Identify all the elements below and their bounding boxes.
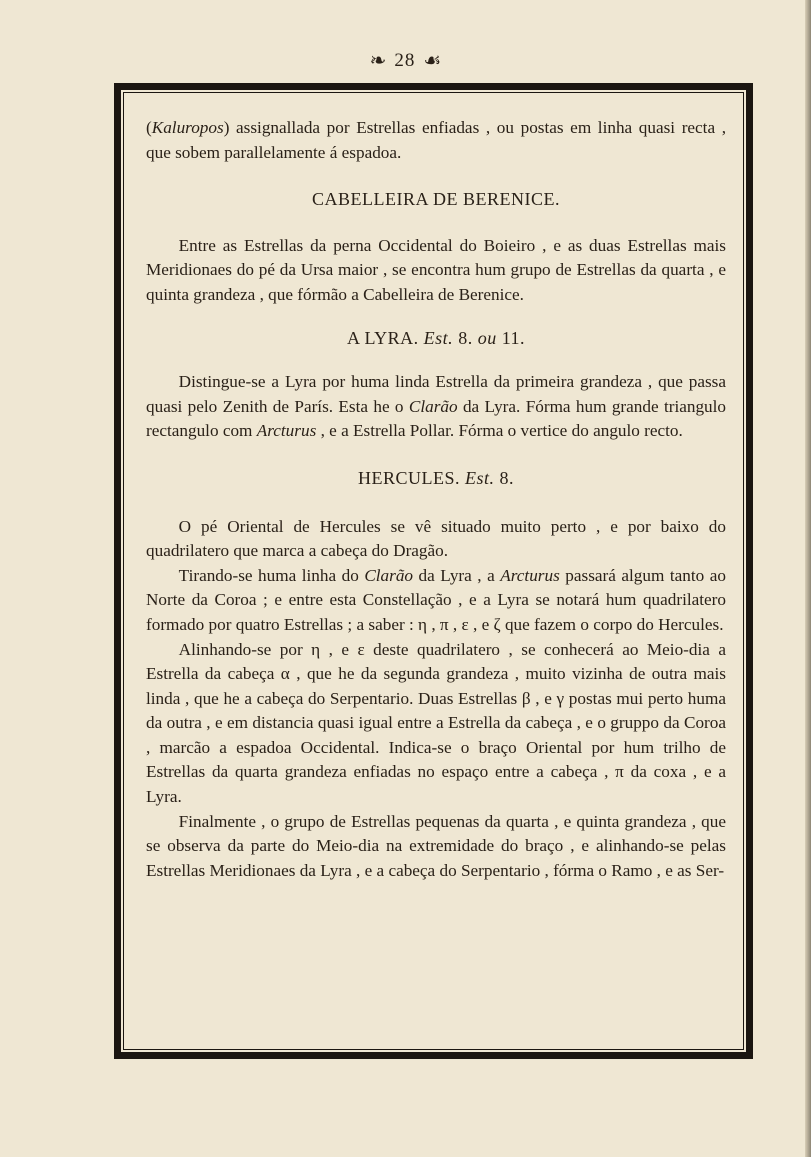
lyra-heading-num2: 11.	[496, 327, 526, 348]
fleuron-right-icon: ☙	[423, 50, 442, 72]
hercules-paragraph-2	[146, 564, 726, 638]
hercules-p2-text-3: passará algum tanto ao Norte da Coroa ; e entre esta Constellação , e a Lyra se notará hum quadrilatero formado por quatro Estrellas ; a saber : η , π , ε , e ζ que fazem o corpo do Hercules.	[146, 565, 726, 634]
lyra-clarao: Clarão	[408, 396, 458, 416]
page-edge-shadow	[805, 0, 811, 1157]
page-number: 28	[394, 50, 416, 71]
page-body	[146, 116, 726, 883]
lyra-heading-ou: ou	[477, 327, 497, 348]
hercules-paragraph-3: Alinhando-se por η , e ε deste quadrilatero , se conhecerá ao Meio-dia a Estrella da cabeça α , que he da segunda grandeza , muito vizinha de outra mais linda , que he a cabeça do Serpentario. Duas Estrellas β , e γ postas mui perto huma da outra , e em distancia quasi igual entre a Estrella da cabeça , e o gruppo da Coroa , marcão a espadoa Occidental. Indica-se o braço Oriental por hum trilho de Estrellas da quarta grandeza enfiadas no espaço entre a cabeça , π da coxa , e a Lyra.	[146, 639, 726, 807]
hercules-p2-text-1: Tirando-se huma linha do	[178, 565, 365, 585]
heading-lyra	[146, 326, 726, 351]
lyra-arcturus: Arcturus	[256, 421, 317, 441]
lyra-heading-title: A LYRA.	[346, 327, 424, 348]
intro-term: Kaluropos	[151, 118, 224, 137]
hercules-heading-num: 8.	[494, 467, 515, 488]
lyra-paragraph	[146, 370, 726, 444]
lyra-heading-est: Est.	[423, 327, 454, 348]
berenice-paragraph: Entre as Estrellas da perna Occidental do Boieiro , e as duas Estrellas mais Meridionaes do pé da Ursa maior , se encontra hum grupo de Estrellas da quarta , e quinta grandeza , que fórmão a Cabelleira de Berenice.	[146, 235, 726, 304]
lyra-text-2: da Lyra. Fórma hum grande triangulo rectangulo com	[146, 396, 726, 441]
hercules-p2-text-2: da Lyra , a	[413, 565, 501, 585]
lyra-heading-num: 8.	[453, 327, 478, 348]
fleuron-left-icon: ❧	[369, 50, 387, 72]
intro-text: assignallada por Estrellas enfiadas , ou postas em linha quasi recta , que sobem parallelamente á espadoa.	[146, 118, 726, 162]
hercules-paragraph-1: O pé Oriental de Hercules se vê situado muito perto , e por baixo do quadrilatero que marca a cabeça do Dragão.	[146, 516, 726, 561]
intro-paragraph: (Kaluropos) assignallada por Estrellas enfiadas , ou postas em linha quasi recta , que sobem parallelamente á espadoa.	[146, 118, 726, 162]
lyra-text-3: , e a Estrella Pollar. Fórma o vertice do angulo recto.	[316, 421, 683, 441]
hercules-p2-clarao: Clarão	[364, 565, 414, 585]
heading-berenice: CABELLEIRA DE BERENICE.	[312, 189, 560, 210]
hercules-heading-est: Est.	[465, 467, 495, 488]
hercules-heading-title: HERCULES.	[357, 467, 465, 488]
hercules-paragraph-4: Finalmente , o grupo de Estrellas pequenas da quarta , e quinta grandeza , que se observa da parte do Meio-dia na extremidade do braço , e alinhando-se pelas Estrellas Meridionaes da Lyra , e a cabeça do Serpentario , fórma o Ramo , e as Ser-	[146, 811, 726, 880]
page-header	[0, 46, 811, 76]
hercules-p2-arcturus: Arcturus	[500, 565, 560, 585]
heading-hercules	[146, 466, 726, 491]
lyra-text-1: Distingue-se a Lyra por huma linda Estrella da primeira grandeza , que passa quasi pelo Zenith de París. Esta he o	[146, 372, 726, 416]
